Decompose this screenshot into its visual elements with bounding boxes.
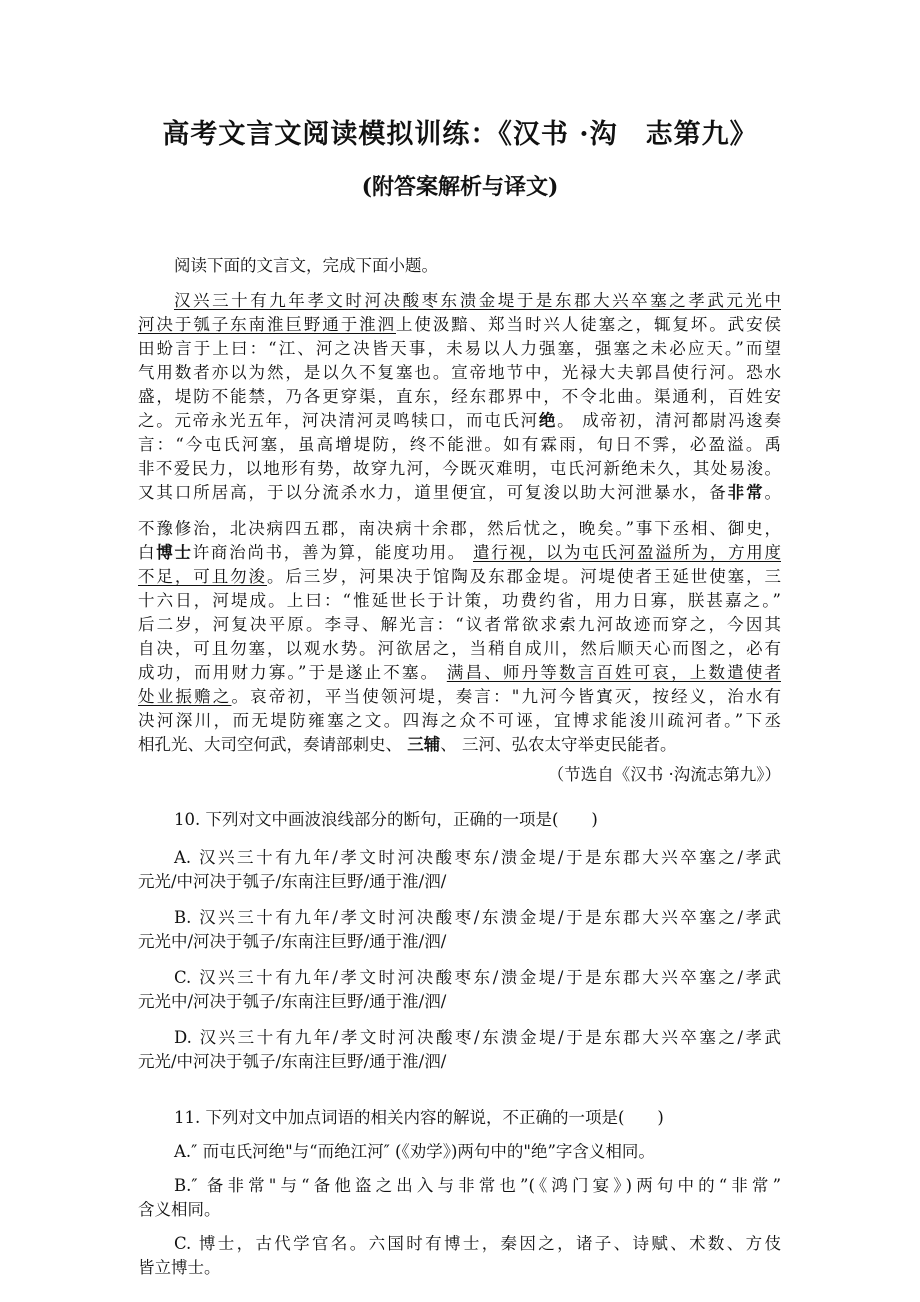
option-d: D. 汉兴三十有九年/孝文时河决酸枣/东溃金堤/于是东郡大兴卒塞之/孝武	[174, 1028, 781, 1047]
passage-line: 非不爱民力，以地形有势，故穿九河，今既灭难明，屯氏河新绝未久，其处易浚。	[138, 459, 781, 478]
option-b-cont: 含义相同。	[138, 1200, 221, 1219]
passage-line: 气用数者亦以为然，是以久不复塞也。宣帝地节中，光禄大夫郭昌使行河。恐水	[138, 363, 781, 382]
passage-line: 处业振赡之。哀帝初，平当使领河堤，奏言："九河今皆寘灭，按经义，治水有	[138, 687, 781, 706]
document-title: 高考文言文阅读模拟训练：《汉书 ·沟 志第九》	[162, 119, 758, 150]
instruction: 阅读下面的文言文，完成下面小题。	[174, 256, 438, 275]
passage-line: 汉兴三十有九年孝文时河决酸枣东溃金堤于是东郡大兴卒塞之孝武元光中	[174, 291, 781, 310]
option-b: B. 汉兴三十有九年/孝文时河决酸枣/东溃金堤/于是东郡大兴卒塞之/孝武	[174, 908, 781, 927]
option-d-cont: 元光/中河决于瓠子/东南注巨野/通于淮/泗/	[138, 1052, 447, 1071]
passage-line: 言：“今屯氏河塞，虽高增堤防，终不能泄。如有霖雨，旬日不霁，必盈溢。禹	[138, 435, 781, 454]
question-stem: 10. 下列对文中画波浪线部分的断句，正确的一项是( )	[174, 810, 598, 829]
passage-line: 田蚡言于上曰：“江、河之决皆天事，未易以人力强塞，强塞之未必应天。”而望	[138, 339, 781, 358]
option-b: B.″ 备非常"与“备他盗之出入与非常也”(《鸿门宴》)两句中的“非常”	[174, 1176, 781, 1195]
passage-source: （节选自《汉书 ·沟流志第九》）	[547, 765, 781, 784]
passage-line: 白博士许商治尚书，善为算，能度功用。 遣行视，以为屯氏河盈溢所为，方用度	[138, 543, 781, 562]
passage-line: 成功，而用财力寡。”于是遂止不塞。 满昌、师丹等数言百姓可哀，上数遣使者	[138, 663, 781, 682]
passage-line: 十六日，河堤成。上曰：“惟延世长于计策，功费约省，用力日寡，朕甚嘉之。”	[138, 591, 781, 610]
passage-line: 又其口所居高，于以分流杀水力，道里便宜，可复浚以助大河泄暴水，备非常。	[138, 483, 781, 502]
passage-line: 相孔光、大司空何武，奏请部刺史、 三辅、 三河、弘农太守举吏民能者。	[138, 735, 677, 754]
passage-line: 决河深川，而无堤防雍塞之文。四海之众不可诬，宜博求能浚川疏河者。”下丞	[138, 711, 781, 730]
passage-line: 之。元帝永光五年，河决清河灵鸣犊口，而屯氏河绝。 成帝初，清河都尉冯逡奏	[138, 411, 781, 430]
passage-line: 不足，可且勿浚。后三岁，河果决于馆陶及东郡金堤。河堤使者王延世使塞，三	[138, 567, 781, 586]
question-11	[138, 1106, 781, 1280]
question-10	[138, 808, 781, 1074]
option-a-cont: 元光/中河决于瓠子/东南注巨野/通于淮/泗/	[138, 872, 447, 891]
option-c-cont: 元光中/河决于瓠子/东南注巨野/通于淮/泗/	[138, 992, 447, 1011]
passage-continued	[138, 517, 781, 787]
passage-line: 自决，可且勿塞，以观水势。河欲居之，当稍自成川，然后顺天心而图之，必有	[138, 639, 781, 658]
option-c: C. 汉兴三十有九年/孝文时河决酸枣东/溃金堤/于是东郡大兴卒塞之/孝武	[174, 968, 781, 987]
question-stem: 11. 下列对文中加点词语的相关内容的解说，不正确的一项是( )	[174, 1108, 664, 1127]
option-a: A. 汉兴三十有九年/孝文时河决酸枣东/溃金堤/于是东郡大兴卒塞之/孝武	[174, 848, 781, 867]
document-subtitle: (附答案解析与译文)	[361, 174, 559, 200]
passage-line: 河决于瓠子东南淮巨野通于淮泗上使汲黯、郑当时兴人徒塞之，辄复坏。武安侯	[138, 315, 781, 334]
option-c-cont: 皆立博士。	[138, 1258, 221, 1277]
passage-line: 盛，堤防不能禁，乃各更穿渠，直东，经东郡界中，不令北曲。渠通利，百姓安	[138, 387, 781, 406]
option-c: C. 博士，古代学官名。六国时有博士，秦因之，诸子、诗赋、术数、方伎	[174, 1234, 781, 1253]
passage-line: 不豫修治，北决病四五郡，南决病十余郡，然后忧之，晚矣。”事下丞相、御史，	[138, 519, 781, 538]
passage	[138, 289, 781, 505]
option-a: A.″ 而屯氏河绝"与“而绝江河″ (《劝学》)两句中的"绝”字含义相同。	[174, 1142, 655, 1161]
option-b-cont: 元光中/河决于瓠子/东南注巨野/通于淮/泗/	[138, 932, 447, 951]
passage-line: 后二岁，河复决平原。李寻、解光言：“议者常欲求索九河故迹而穿之，今因其	[138, 615, 781, 634]
